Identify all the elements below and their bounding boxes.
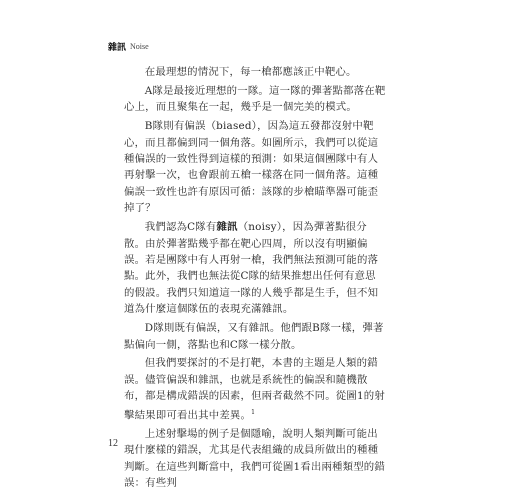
paragraph-1: 在最理想的情況下，每一槍都應該正中靶心。 <box>144 66 357 78</box>
paragraph-4 <box>124 219 386 317</box>
running-header <box>108 40 149 53</box>
paragraph-6 <box>124 355 386 423</box>
paragraph-4-bold-term: 雜訊 <box>216 221 238 234</box>
page-number: 12 <box>108 438 118 449</box>
header-title-chinese: 雜訊 <box>108 43 127 53</box>
paragraph-3: B隊則有偏誤（biased），因為這五發都沒射中靶心，而且都偏到同一個角落。如圖所示，我們可以從這種偏誤的一致性得到這樣的預測：如果這個團隊中有人再射擊一次，也會跟前五槍一樣落在同一個角落。這種偏誤一致性也許有原因可循：該隊的步槍瞄準器可能歪掉了？ <box>124 120 379 215</box>
paragraph-5: D隊則既有偏誤，又有雜訊。他們跟B隊一樣，彈著點偏向一側，落點也和C隊一樣分散。 <box>124 322 384 351</box>
body-text <box>124 64 386 494</box>
header-title-english: Noise <box>130 42 149 51</box>
paragraph-7: 上述射擊場的例子是個隱喻，說明人類判斷可能出現什麼樣的錯誤，尤其是代表組織的成員所做出的種種判斷。在這些判斷當中，我們可從圖1看出兩種類型的錯誤：有些判 <box>124 428 385 490</box>
paragraph-6-text: 但我們要探討的不是打靶，本書的主題是人類的錯誤。儘管偏誤和雜訊，也就是系統性的偏誤和隨機散布，都是構成錯誤的因素，但兩者截然不同。從圖1的射擊結果即可看出其中差異。 <box>124 357 385 422</box>
paragraph-4-rest: （noisy），因為彈著點很分散。由於彈著點幾乎都在靶心四周，所以沒有明顯偏誤。若是團隊中有人再射一槍，我們無法預測可能的落點。此外，我們也無法從C隊的結果推想出任何有意思的假設。我們只知道這一隊的人幾乎都是生手，但不知道為什麼這個隊伍的表現充滿雜訊。 <box>124 221 379 316</box>
paragraph-4-lead: 我們認為C隊有 <box>144 221 217 234</box>
footnote-reference[interactable]: 1 <box>251 408 256 416</box>
paragraph-2: A隊是最接近理想的一隊。這一隊的彈著點都落在靶心上，而且聚集在一起，幾乎是一個完美的模式。 <box>124 84 386 114</box>
